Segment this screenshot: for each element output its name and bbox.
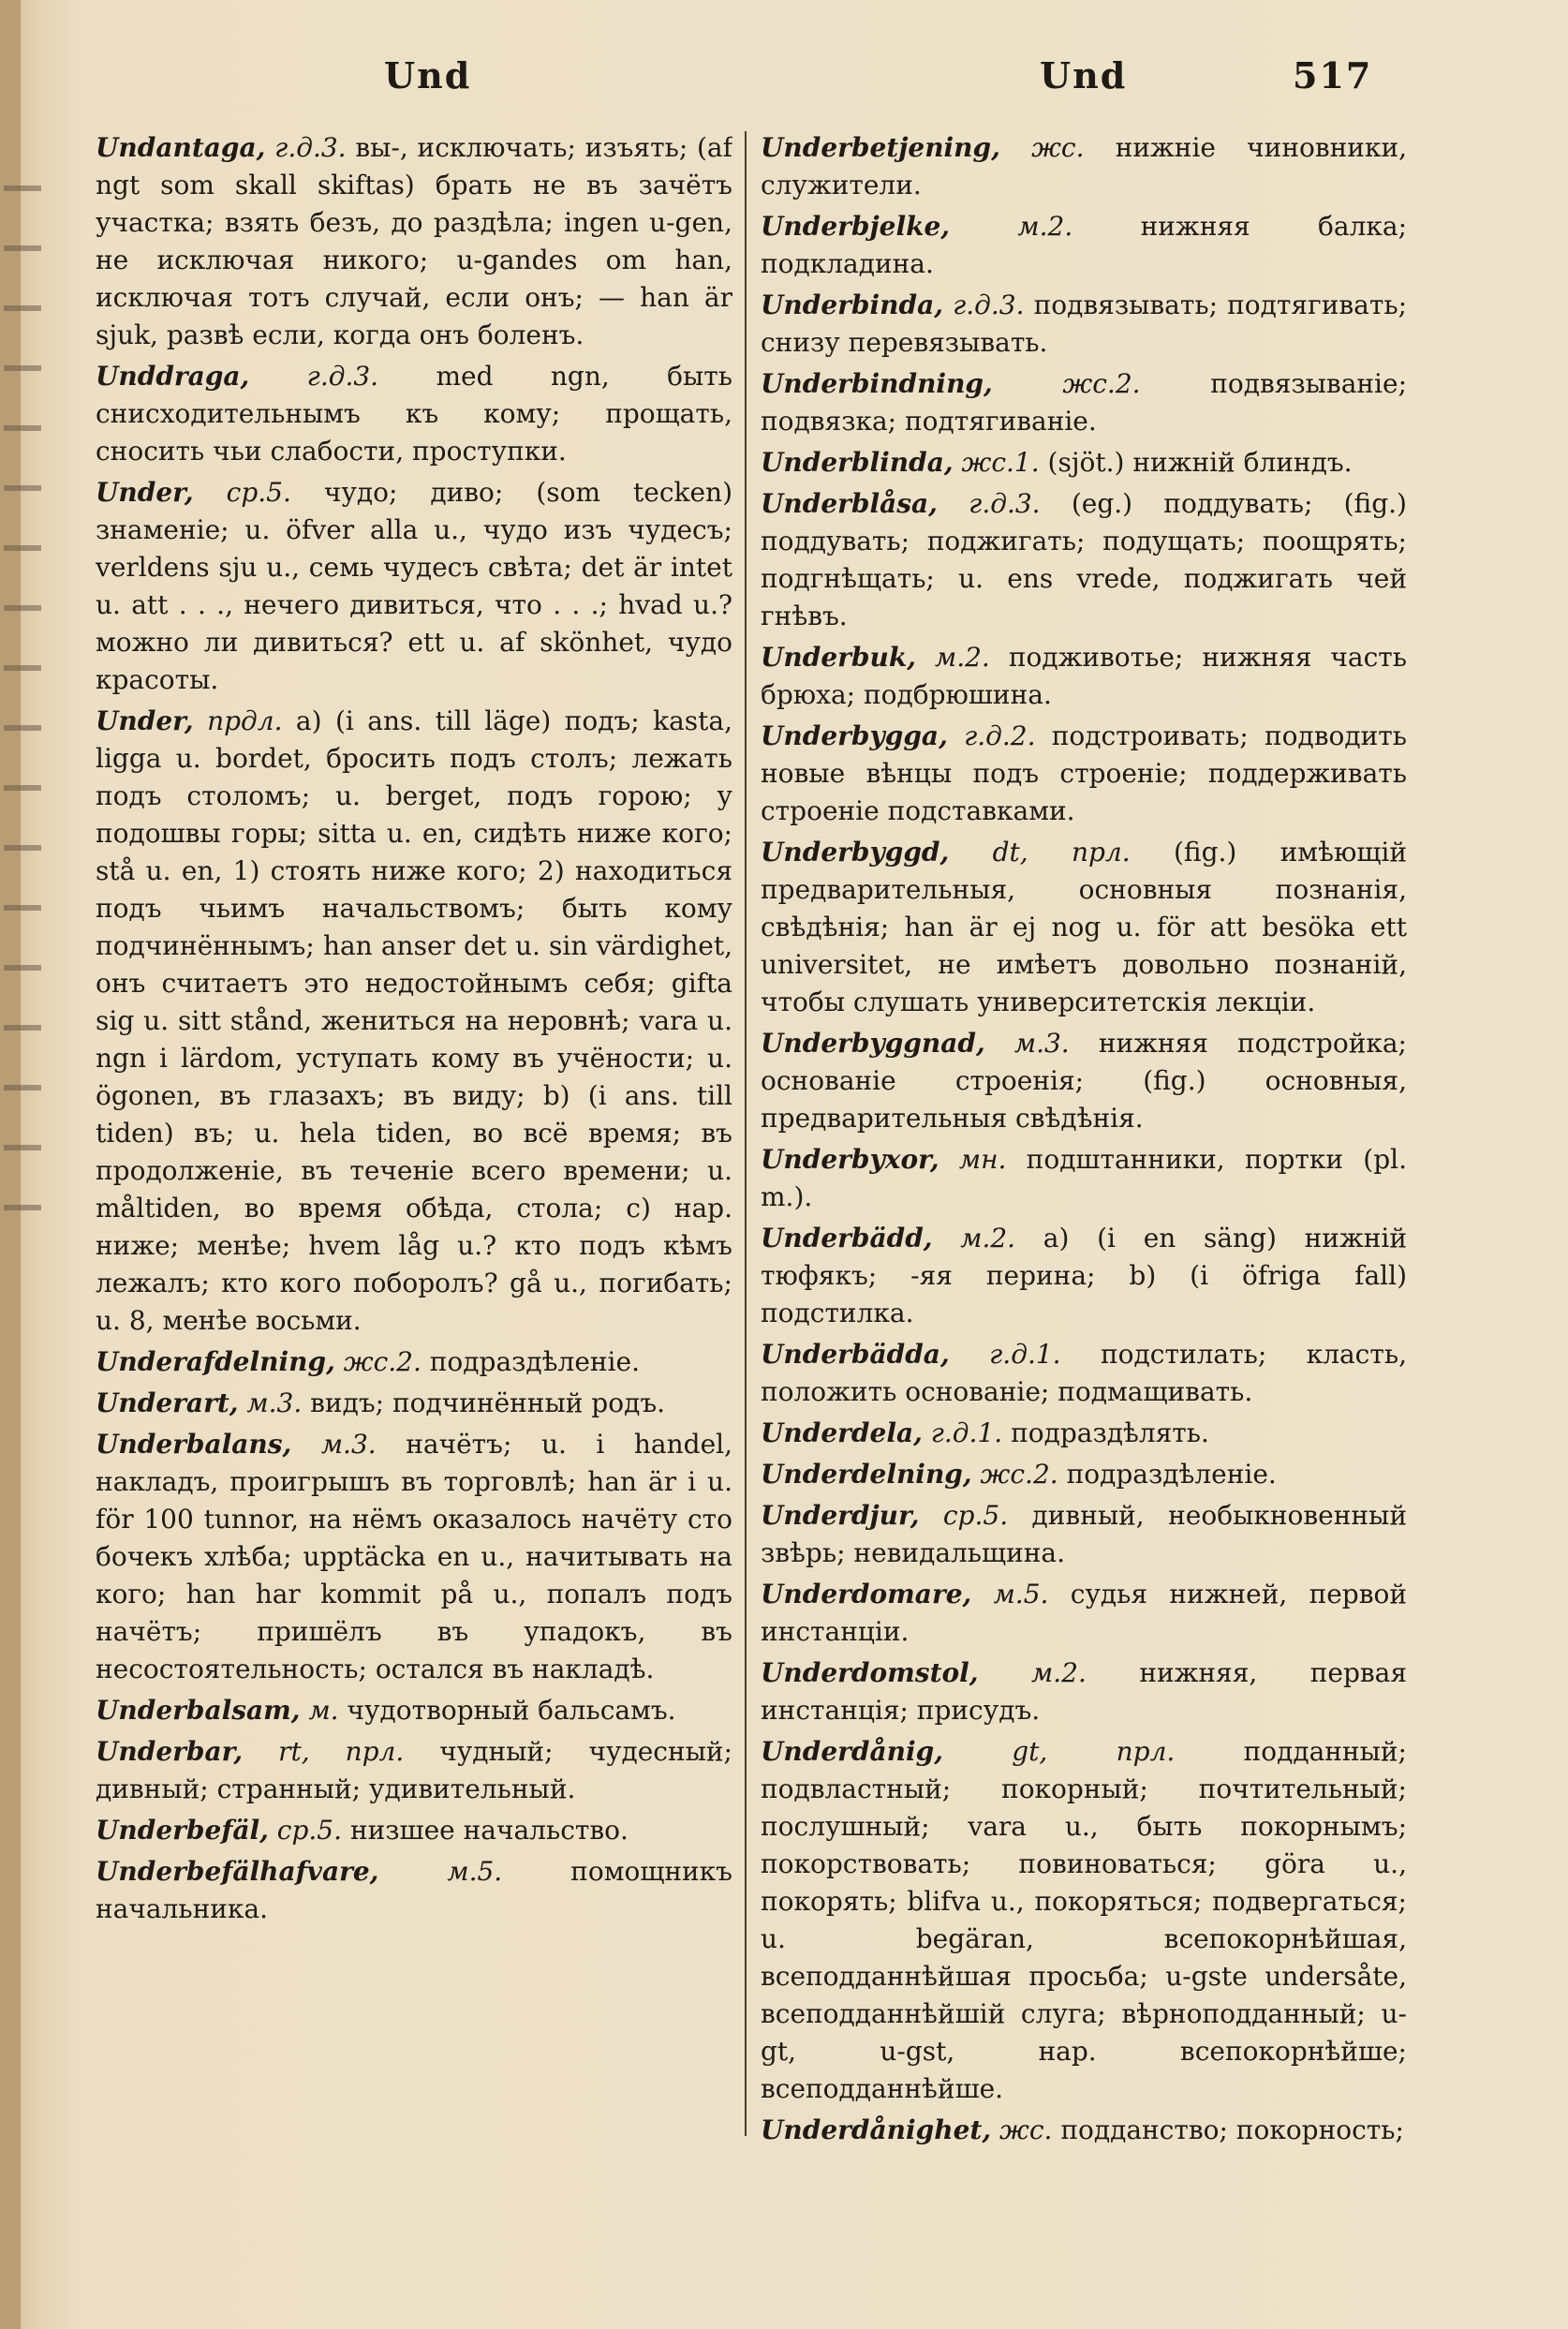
entry-headword: Under,: [96, 705, 194, 736]
dictionary-entry: [761, 1025, 1407, 1137]
entry-grammar: г.д.2.: [964, 720, 1036, 751]
entry-definition: а) (i en säng) нижній тюфякъ; -яя перина; b) (i öfriga fall) подстилка.: [761, 1223, 1407, 1328]
entry-headword: Underbalans,: [96, 1429, 292, 1460]
dictionary-entry: [761, 2112, 1407, 2149]
entry-grammar: м.2.: [1031, 1657, 1087, 1688]
entry-headword: Underbyggd,: [761, 837, 950, 868]
entry-definition: подраздѣлять.: [1011, 1417, 1209, 1448]
right-column: [761, 129, 1407, 2312]
entry-grammar: г.д.1.: [989, 1339, 1061, 1370]
right-guide-word: Und: [1040, 54, 1128, 96]
entry-definition: подживотье; нижняя часть брюха; подбрюшина.: [761, 642, 1407, 710]
entry-definition: подштанники, портки (pl. m.).: [761, 1144, 1407, 1212]
dictionary-entry: [761, 718, 1407, 830]
dictionary-entry: [761, 1576, 1407, 1651]
page-header: [0, 54, 1568, 111]
dictionary-entry: [96, 1692, 732, 1729]
entry-headword: Underdela,: [761, 1417, 923, 1448]
entry-grammar: ср.5.: [226, 477, 291, 508]
dictionary-entry: [96, 1426, 732, 1688]
entry-headword: Underbindning,: [761, 368, 993, 399]
entry-headword: Underbyggnad,: [761, 1028, 985, 1059]
entry-definition: нижніе чиновники, служители.: [761, 132, 1407, 200]
dictionary-entry: [96, 703, 732, 1340]
page-number: 517: [1293, 54, 1373, 96]
entry-grammar: г.д.3.: [969, 488, 1041, 519]
entry-definition: (fig.) имѣющій предварительныя, основныя познанія, свѣдѣнія; han är ej nog u. för att besöka ett universitet, не имѣетъ довольно познаній, чтобы слушать университетскія лекціи.: [761, 837, 1407, 1017]
entry-headword: Underafdelning,: [96, 1346, 335, 1377]
entry-headword: Underbuk,: [761, 642, 917, 673]
entry-grammar: м.2.: [960, 1223, 1016, 1254]
thumb-index-marks: [4, 131, 41, 1255]
entry-headword: Underbinda,: [761, 289, 943, 320]
entry-grammar: м.3.: [246, 1387, 303, 1418]
entry-grammar: жс.2.: [980, 1459, 1058, 1490]
entry-grammar: жс.2.: [1062, 368, 1141, 399]
dictionary-entry: [761, 1141, 1407, 1216]
dictionary-entry: [761, 444, 1407, 482]
left-guide-word: Und: [384, 54, 472, 96]
entry-grammar: м.5.: [993, 1579, 1049, 1610]
entry-definition: подвязываніе; подвязка; подтягиваніе.: [761, 368, 1407, 437]
entry-grammar: жс.: [1031, 132, 1085, 163]
entry-grammar: прдл.: [207, 705, 283, 736]
entry-grammar: м.2.: [1017, 211, 1073, 242]
entry-definition: а) (i ans. till läge) подъ; kasta, ligga u. bordet, бросить подъ столъ; лежать подъ столомъ; u. berget, подъ горою; у подошвы горы; sitta u. en, сидѣть ниже кого; stå u. en, 1) стоять ниже кого; 2) находиться подъ чьимъ начальствомъ; быть кому подчинённымъ; han anser det u. sin värdighet, онъ считаетъ это недостойнымъ себя; gifta sig u. sitt stånd, жениться на неровнѣ; vara u. ngn i lärdom, уступать кому въ учёности; u. ögonen, въ глазахъ; въ виду; b) (i ans. till tiden) въ; u. hela tiden, во всё время; въ продолженіе, въ теченіе всего времени; u. måltiden, во время обѣда, стола; c) нар. ниже; менѣе; hvem låg u.? кто подъ кѣмъ лежалъ; кто кого поборолъ? gå u., погибать; u. 8, менѣе восьми.: [96, 705, 732, 1336]
entry-grammar: ср.5.: [276, 1815, 343, 1846]
entry-definition: чудо; диво; (som tecken) знаменіе; u. öfver alla u., чудо изъ чудесъ; verldens sju u., семь чудесъ свѣта; det är intet u. att . . ., нечего дивиться, что . . .; hvad u.? можно ли дивиться? ett u. af skönhet, чудо красоты.: [96, 477, 732, 695]
entry-definition: подданство; покорность;: [1060, 2114, 1404, 2145]
entry-headword: Underbygga,: [761, 720, 948, 751]
entry-headword: Underdånig,: [761, 1736, 943, 1767]
entry-headword: Undantaga,: [96, 132, 266, 163]
dictionary-entry: [761, 1336, 1407, 1411]
entry-definition: дивный, необыкновенный звѣрь; невидальщина.: [761, 1500, 1407, 1568]
dictionary-entry: [761, 365, 1407, 440]
dictionary-entry: [96, 1812, 732, 1849]
entry-grammar: жс.2.: [343, 1346, 422, 1377]
dictionary-entry: [761, 485, 1407, 635]
entry-definition: чудотворный бальсамъ.: [347, 1695, 676, 1726]
entry-definition: нижняя подстройка; основаніе строенія; (fig.) основныя, предварительныя свѣдѣнія.: [761, 1028, 1407, 1134]
entry-definition: вы-, исключать; изъять; (af ngt som skall skiftas) брать не въ зачётъ участка; взять безъ, до раздѣла; ingen u-gen, не исключая никого; u-gandes om han, исключая тотъ случай, если онъ; — han är sjuk, развѣ если, когда онъ боленъ.: [96, 132, 732, 350]
entry-headword: Underbefäl,: [96, 1815, 269, 1846]
entry-headword: Underdomstol,: [761, 1657, 979, 1688]
dictionary-entry: [761, 1654, 1407, 1729]
entry-definition: (eg.) поддувать; (fig.) поддувать; поджигать; подущать; поощрять; подгнѣщать; u. ens vrede, поджигать чей гнѣвъ.: [761, 488, 1407, 631]
dictionary-entry: [96, 1733, 732, 1808]
entry-grammar: мн.: [958, 1144, 1007, 1175]
dictionary-entry: [96, 1385, 732, 1422]
entry-definition: подраздѣленіе.: [429, 1346, 640, 1377]
entry-grammar: м.2.: [935, 642, 990, 673]
entry-grammar: rt, прл.: [278, 1736, 405, 1767]
entry-headword: Underbyxor,: [761, 1144, 939, 1175]
dictionary-entry: [761, 1497, 1407, 1572]
entry-definition: нижняя балка; подкладина.: [761, 211, 1407, 279]
entry-grammar: ср.5.: [942, 1500, 1009, 1531]
entry-headword: Underbädda,: [761, 1339, 950, 1370]
entry-definition: подстроивать; подводить новые вѣнцы подъ строеніе; поддерживать строеніе подставками.: [761, 720, 1407, 826]
entry-definition: подраздѣленіе.: [1066, 1459, 1277, 1490]
entry-headword: Underart,: [96, 1387, 239, 1418]
entry-headword: Underdelning,: [761, 1459, 972, 1490]
entry-headword: Underbjelke,: [761, 211, 951, 242]
entry-grammar: м.: [308, 1695, 339, 1726]
dictionary-entry: [761, 129, 1407, 204]
dictionary-entry: [96, 474, 732, 699]
entry-definition: подстилать; класть, положить основаніе; подмащивать.: [761, 1339, 1407, 1407]
entry-headword: Underbalsam,: [96, 1695, 301, 1726]
entry-headword: Underbar,: [96, 1736, 244, 1767]
dictionary-entry: [96, 129, 732, 354]
entry-grammar: м.5.: [447, 1856, 503, 1887]
dictionary-entry: [761, 287, 1407, 362]
entry-headword: Unddraga,: [96, 361, 250, 392]
entry-definition: подданный; подвластный; покорный; почтительный; послушный; vara u., быть покорнымъ; покорствовать; повиноваться; göra u., покорять; blifva u., покоряться; подвергаться; u. begäran, всепокорнѣйшая, всеподданнѣйшая просьба; u-gste undersåte, всеподданнѣйшій слуга; вѣрноподданный; u-gt, u-gst, нар. всепокорнѣйше; всеподданнѣйше.: [761, 1736, 1407, 2104]
column-divider: [745, 131, 747, 2136]
entry-headword: Underdomare,: [761, 1579, 972, 1610]
entry-grammar: г.д.3.: [306, 361, 379, 392]
entry-headword: Under,: [96, 477, 194, 508]
entry-headword: Underbetjening,: [761, 132, 1000, 163]
dictionary-entry: [761, 1456, 1407, 1493]
entry-definition: подвязывать; подтягивать; снизу перевязывать.: [761, 289, 1407, 358]
entry-definition: низшее начальство.: [349, 1815, 629, 1846]
entry-headword: Underblåsa,: [761, 488, 938, 519]
dictionary-entry: [761, 208, 1407, 283]
entry-definition: начётъ; u. i handel, накладъ, проигрышъ въ торговлѣ; han är i u. för 100 tunnor, на нёмъ оказалось начёту сто бочекъ хлѣба; upptäcka en u., начитывать на кого; han har kommit på u., попалъ подъ начётъ; пришёлъ въ упадокъ, въ несостоятельность; остался въ накладѣ.: [96, 1429, 732, 1684]
dictionary-entry: [96, 358, 732, 470]
entry-grammar: г.д.1.: [930, 1417, 1003, 1448]
entry-definition: видъ; подчинённый родъ.: [310, 1387, 666, 1418]
entry-definition: чудный; чудесный; дивный; странный; удивительный.: [96, 1736, 732, 1804]
dictionary-entry: [761, 834, 1407, 1021]
dictionary-entry: [761, 1415, 1407, 1452]
entry-headword: Underbädd,: [761, 1223, 933, 1254]
entry-headword: Underdjur,: [761, 1500, 920, 1531]
dictionary-entry: [761, 639, 1407, 714]
entry-grammar: г.д.3.: [953, 289, 1025, 320]
entry-headword: Underblinda,: [761, 447, 954, 478]
dictionary-entry: [761, 1733, 1407, 2108]
entry-grammar: жс.1.: [961, 447, 1040, 478]
entry-definition: нижняя, первая инстанція; присудъ.: [761, 1657, 1407, 1726]
entry-headword: Underdånighet,: [761, 2114, 992, 2145]
dictionary-entry: [761, 1220, 1407, 1332]
entry-grammar: dt, прл.: [992, 837, 1131, 868]
left-column: [96, 129, 732, 2312]
dictionary-entry: [96, 1343, 732, 1381]
entry-headword: Underbefälhafvare,: [96, 1856, 379, 1887]
entry-grammar: г.д.3.: [274, 132, 347, 163]
entry-grammar: м.3.: [1013, 1028, 1070, 1059]
entry-definition: судья нижней, первой инстанціи.: [761, 1579, 1407, 1647]
entry-grammar: м.3.: [320, 1429, 377, 1460]
entry-definition: (sjöt.) нижній блиндъ.: [1047, 447, 1353, 478]
entry-grammar: gt, прл.: [1012, 1736, 1176, 1767]
entry-grammar: жс.: [998, 2114, 1053, 2145]
entry-definition: помощникъ начальника.: [96, 1856, 732, 1924]
dictionary-entry: [96, 1853, 732, 1928]
entry-definition: med ngn, быть снисходительнымъ къ кому; прощать, сносить чьи слабости, проступки.: [96, 361, 732, 467]
